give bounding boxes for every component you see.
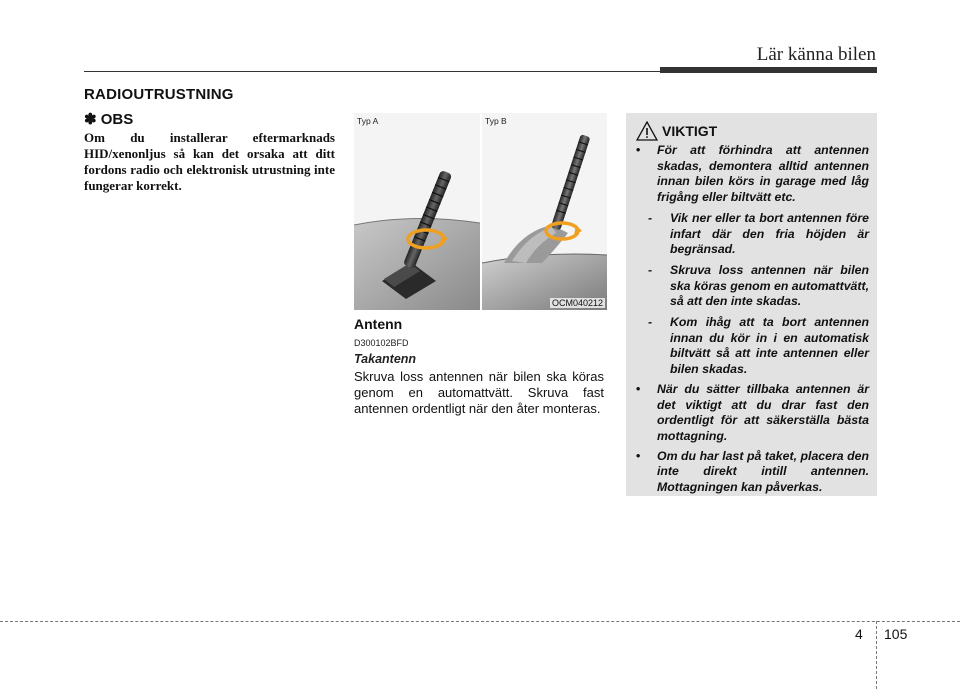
antenn-code: D300102BFD	[354, 338, 409, 348]
warning-item	[636, 382, 869, 445]
warning-subitem	[636, 263, 869, 310]
warning-subitem-text: Skruva loss antennen när bilen ska köras genom en automattvätt, så att den inte skadas.	[670, 262, 869, 309]
warning-subitem-text: Vik ner eller ta bort antennen före infart där den fria höjden är begränsad.	[670, 210, 869, 257]
antenn-subtitle: Takantenn	[354, 352, 417, 366]
page-chapter-number: 4	[855, 626, 863, 642]
warning-item-marker: •	[636, 448, 641, 463]
warning-subitem-text: Kom ihåg att ta bort antennen innan du kör in i en automatisk biltvätt så att inte antennen eller bilen skadas.	[670, 315, 869, 377]
warning-item-text: Om du har last på taket, placera den inte direkt intill antennen. Mottagningen kan påverkas.	[657, 448, 869, 495]
warning-item-marker: •	[636, 143, 641, 157]
section-heading: RADIOUTRUSTNING	[84, 86, 234, 103]
obs-title-text: OBS	[100, 111, 134, 128]
footer-divider	[876, 621, 877, 689]
antenna-figure	[354, 113, 607, 310]
warning-triangle-icon	[636, 121, 658, 141]
warning-box	[626, 113, 877, 496]
figure-label-type-b: Typ B	[485, 116, 507, 126]
warning-subitem	[636, 211, 869, 258]
antenna-type-a-illustration	[354, 113, 480, 310]
page-number: 105	[884, 626, 908, 642]
header-rule	[84, 71, 660, 72]
warning-title: VIKTIGT	[662, 123, 718, 139]
figure-panel-type-b	[482, 113, 607, 310]
figure-panel-type-a	[354, 113, 480, 310]
antenn-title: Antenn	[354, 316, 403, 332]
warning-item-text: För att förhindra att antennen skadas, demontera alltid antennen innan bilen körs in garage med låg frigång eller biltvätt etc.	[657, 143, 869, 205]
warning-item	[636, 143, 869, 206]
figure-code: OCM040212	[551, 298, 603, 308]
warning-subitem-marker: -	[648, 315, 653, 330]
obs-symbol: ✽	[84, 111, 97, 128]
antenn-text: Skruva loss antennen när bilen ska köras genom en automattvätt. Skruva fast antennen ordentligt när den åter monteras.	[354, 369, 604, 416]
chapter-title: Lär känna bilen	[756, 44, 876, 65]
warning-subitem-marker: -	[648, 210, 653, 225]
warning-item-text: När du sätter tillbaka antennen är det viktigt att du drar fast den ordentligt för att säkerställa bästa mottagning.	[657, 381, 869, 443]
warning-list	[636, 143, 869, 496]
warning-item-marker: •	[636, 381, 641, 396]
warning-item	[636, 449, 869, 496]
antenna-type-b-illustration	[482, 113, 607, 310]
obs-text: Om du installerar eftermarknads HID/xenonljus så kan det orsaka att ditt fordons radio och elektronisk utrustning inte fungerar korrekt.	[84, 130, 335, 193]
footer-rule	[0, 621, 960, 622]
warning-subitem-marker: -	[648, 262, 653, 277]
figure-label-type-a: Typ A	[357, 116, 379, 126]
obs-title	[84, 110, 133, 128]
header-bar	[660, 67, 877, 73]
warning-subitem	[636, 315, 869, 378]
